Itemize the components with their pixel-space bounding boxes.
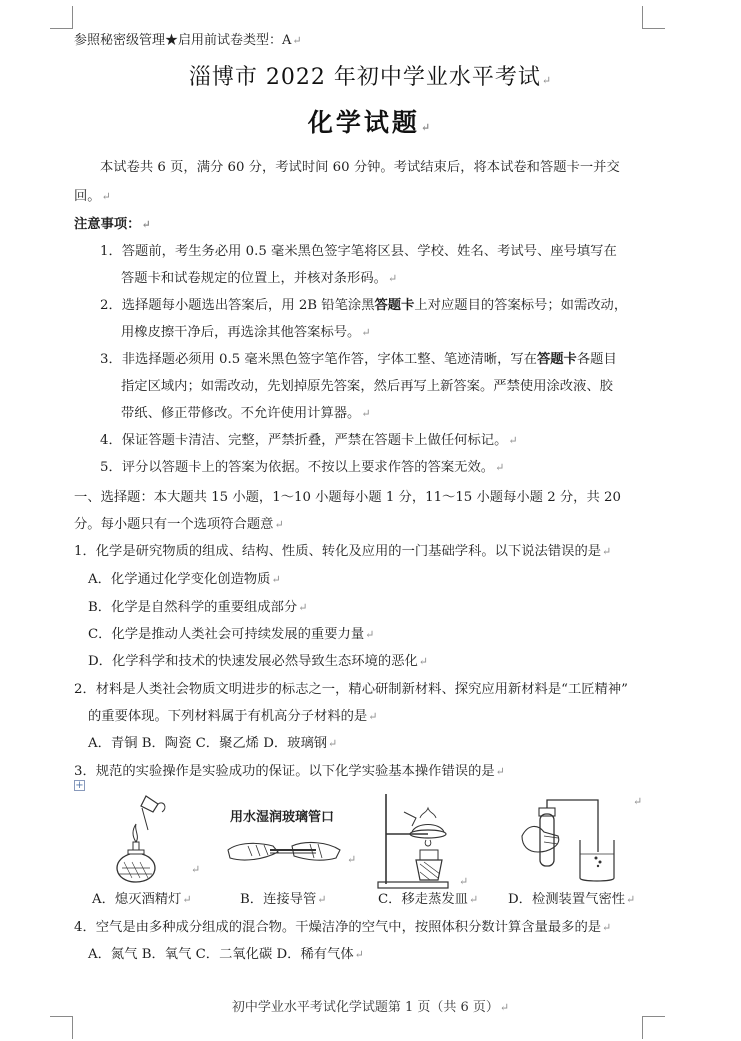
figure-alcohol-lamp bbox=[106, 790, 186, 890]
subject-title: 化学试题↵ bbox=[307, 108, 434, 137]
section1-line-2: 分。每小题只有一个选项符合题意↵ bbox=[74, 517, 284, 532]
intro-line-1: 本试卷共 6 页，满分 60 分，考试时间 60 分钟。考试结束后，将本试卷和答题卡一并交 bbox=[100, 160, 620, 175]
note-4: 4．保证答题卡清洁、完整，严禁折叠，严禁在答题卡上做任何标记。↵ bbox=[100, 433, 518, 448]
q3-option-d: D．检测装置气密性↵ bbox=[508, 892, 636, 907]
q2-stem-2: 的重要体现。下列材料属于有机高分子材料的是↵ bbox=[88, 709, 378, 724]
q2-options: A．青铜 B．陶瓷 C．聚乙烯 D．玻璃钢↵ bbox=[88, 736, 338, 751]
move-anchor-icon[interactable]: + bbox=[75, 780, 84, 791]
q3-option-b: B．连接导管↵ bbox=[240, 892, 327, 907]
q1-option-b: B．化学是自然科学的重要组成部分↵ bbox=[88, 600, 308, 615]
crop-mark-top-right bbox=[642, 6, 665, 29]
q4-stem: 4．空气是由多种成分组成的混合物。干燥洁净的空气中，按照体积分数计算含量最多的是↵ bbox=[74, 920, 612, 935]
intro-line-2: 回。↵ bbox=[74, 189, 111, 204]
q1-stem: 1．化学是研究物质的组成、结构、性质、转化及应用的一门基础学科。以下说法错误的是↵ bbox=[74, 544, 612, 559]
page-footer: 初中学业水平考试化学试题第 1 页（共 6 页）↵ bbox=[231, 1000, 510, 1015]
q1-option-a: A．化学通过化学变化创造物质↵ bbox=[88, 572, 281, 587]
note-5: 5．评分以答题卡上的答案为依据。不按以上要求作答的答案无效。↵ bbox=[100, 460, 505, 475]
note-1a: 1．答题前，考生务必用 0.5 毫米黑色签字笔将区县、学校、姓名、考试号、座号填写在 bbox=[100, 244, 617, 259]
figure-airtight-check bbox=[518, 796, 618, 886]
fig-d-mark: ↵ bbox=[633, 795, 643, 808]
confidential-label: 参照秘密级管理★启用前试卷类型：A↵ bbox=[74, 33, 302, 48]
exam-title: 淄博市 2022 年初中学业水平考试↵ bbox=[188, 65, 553, 90]
q3-option-c: C．移走蒸发皿↵ bbox=[378, 892, 479, 907]
notes-heading: 注意事项：↵ bbox=[74, 217, 151, 232]
note-3c: 带纸、修正带修改。不允许使用计算器。↵ bbox=[121, 406, 371, 421]
note-1b: 答题卡和试卷规定的位置上，并核对条形码。↵ bbox=[121, 271, 398, 286]
note-3b: 指定区域内；如需改动，先划掉原先答案，然后再写上新答案。严禁使用涂改液、胶 bbox=[121, 379, 613, 394]
q2-stem-1: 2．材料是人类社会物质文明进步的标志之一，精心研制新材料、探究应用新材料是“工匠精神” bbox=[74, 682, 628, 697]
fig-b-mark: ↵ bbox=[347, 853, 357, 866]
q1-option-d: D．化学科学和技术的快速发展必然导致生态环境的恶化↵ bbox=[88, 654, 429, 669]
figure-evaporating-dish bbox=[376, 792, 456, 892]
fig-a-mark: ↵ bbox=[191, 863, 201, 876]
crop-mark-top-left bbox=[50, 6, 73, 29]
crop-mark-bottom-right bbox=[642, 1016, 665, 1039]
figure-connect-tube bbox=[218, 820, 348, 880]
crop-mark-bottom-left bbox=[50, 1016, 73, 1039]
q1-option-c: C．化学是推动人类社会可持续发展的重要力量↵ bbox=[88, 627, 375, 642]
note-2a: 2．选择题每小题选出答案后，用 2B 铅笔涂黑答题卡上对应题目的答案标号；如需改动， bbox=[100, 298, 628, 313]
q4-options: A．氮气 B．氧气 C．二氧化碳 D．稀有气体↵ bbox=[88, 947, 364, 962]
note-2b: 用橡皮擦干净后，再选涂其他答案标号。↵ bbox=[121, 325, 371, 340]
section1-line-1: 一、选择题：本大题共 15 小题，1～10 小题每小题 1 分，11～15 小题每小题 2 分，共 20 bbox=[74, 490, 621, 505]
figure-b-caption: 用水湿润玻璃管口 bbox=[230, 810, 335, 825]
q3-option-a: A．熄灭酒精灯↵ bbox=[92, 892, 192, 907]
fig-c-mark: ↵ bbox=[459, 875, 469, 888]
q3-stem: 3．规范的实验操作是实验成功的保证。以下化学实验基本操作错误的是↵ bbox=[74, 764, 505, 779]
note-3a: 3．非选择题必须用 0.5 毫米黑色签字笔作答，字体工整、笔迹清晰，写在答题卡各题目 bbox=[100, 352, 617, 367]
